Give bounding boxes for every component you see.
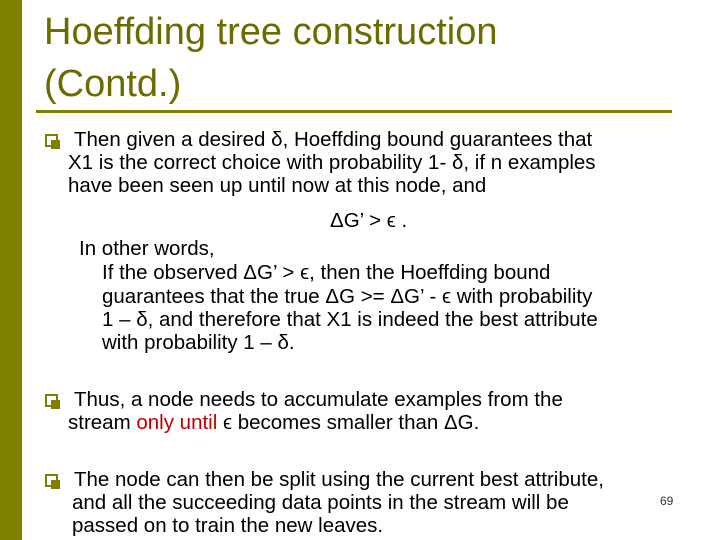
bullet-3-line-3: passed on to train the new leaves. [72, 514, 384, 537]
bullet-1-sub-line-3: 1 – δ, and therefore that X1 is indeed the best attribute [102, 308, 598, 331]
bullet-1-line-2: X1 is the correct choice with probability 1- δ, if n examples [68, 151, 596, 174]
title-underline [36, 110, 672, 113]
bullet-1-other-words: In other words, [79, 237, 215, 260]
bullet-2-line-2-pre: stream [68, 411, 137, 434]
bullet-2-line-2-post: ϵ becomes smaller than ΔG. [217, 411, 480, 434]
bullet-3-line-1: The node can then be split using the current best attribute, [74, 468, 604, 491]
bullet-1-line-1: Then given a desired δ, Hoeffding bound guarantees that [74, 128, 593, 151]
title-line-2: (Contd.) [44, 63, 182, 105]
bullet-2-highlight: only until [136, 411, 218, 434]
bullet-1-formula: ΔG’ > ϵ . [330, 209, 408, 232]
bullet-1-sub-line-2: guarantees that the true ΔG >= ΔG’ - ϵ with probability [102, 285, 593, 308]
bullet-1-sub-line-4: with probability 1 – δ. [102, 331, 295, 354]
slide-title [44, 6, 704, 110]
title-line-1: Hoeffding tree construction [44, 11, 498, 53]
bullet-1-line-3: have been seen up until now at this node, and [68, 174, 487, 197]
bullet-3-line-2: and all the succeeding data points in the stream will be [72, 491, 569, 514]
bullet-1-sub-line-1: If the observed ΔG’ > ϵ, then the Hoeffding bound [102, 261, 551, 284]
bullet-1-marker-icon [45, 134, 58, 147]
decorative-side-bar [0, 0, 22, 540]
page-number: 69 [660, 494, 674, 508]
bullet-2-line-2 [68, 411, 479, 435]
bullet-3-marker-icon [45, 474, 58, 487]
bullet-2-line-1: Thus, a node needs to accumulate examples from the [74, 388, 563, 411]
bullet-2-marker-icon [45, 394, 58, 407]
